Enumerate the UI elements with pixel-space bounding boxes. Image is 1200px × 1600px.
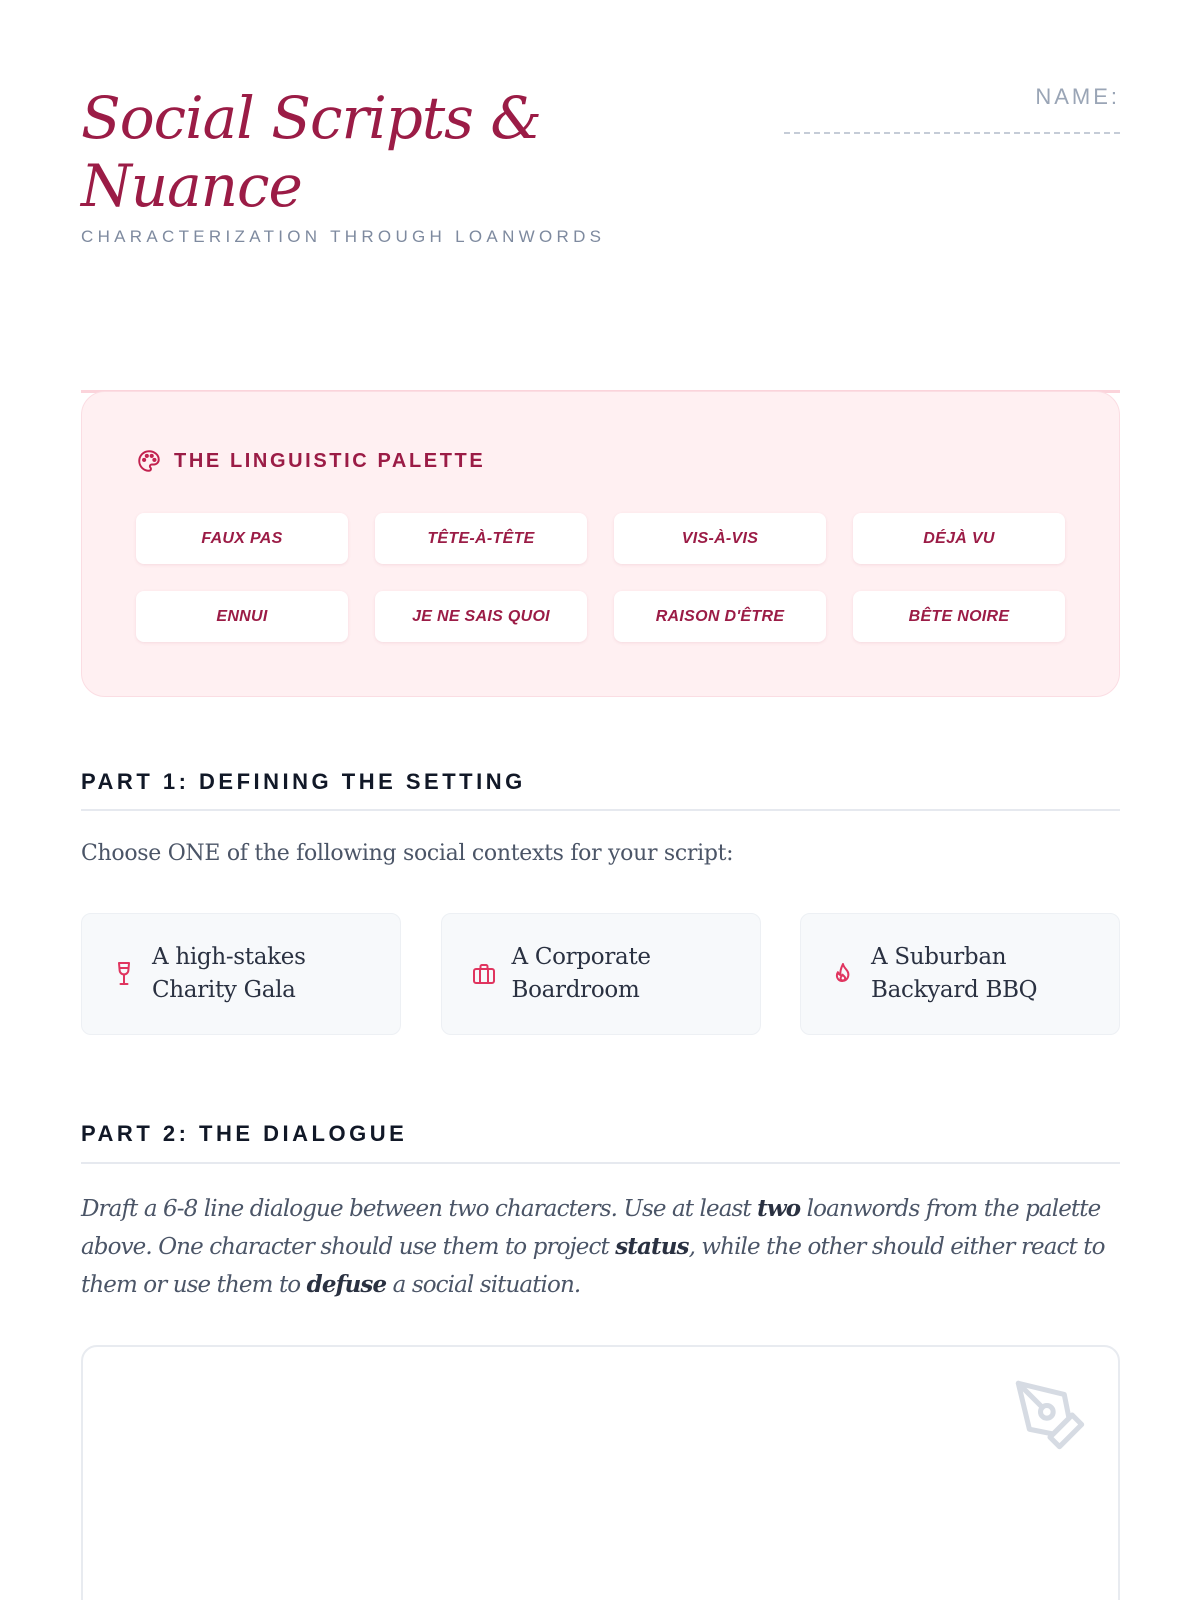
loanword-chip: RAISON D'ÊTRE	[614, 591, 826, 642]
palette-heading	[136, 448, 485, 474]
setting-option-corporate-boardroom[interactable]	[441, 913, 761, 1035]
wine-glass-icon	[112, 960, 136, 988]
briefcase-icon	[472, 960, 496, 988]
loanword-chip: VIS-À-VIS	[614, 513, 826, 564]
loanword-chip: JE NE SAIS QUOI	[375, 591, 587, 642]
setting-option-charity-gala[interactable]	[81, 913, 401, 1035]
palette-icon	[136, 448, 162, 474]
setting-label: A Suburban Backyard BBQ	[871, 944, 1038, 1003]
name-field[interactable]	[784, 132, 1120, 134]
part1-divider	[81, 809, 1120, 811]
loanword-chip: BÊTE NOIRE	[853, 591, 1065, 642]
page-title: Social Scripts & Nuance	[81, 84, 542, 220]
palette-terms	[136, 513, 1066, 642]
loanword-chip: FAUX PAS	[136, 513, 348, 564]
worksheet-header	[81, 84, 1120, 314]
palette-heading-label: THE LINGUISTIC PALETTE	[174, 449, 486, 472]
dialogue-writing-area[interactable]	[81, 1345, 1120, 1600]
emphasis-defuse: defuse	[306, 1271, 387, 1298]
setting-options	[81, 913, 1120, 1035]
name-label: NAME:	[1035, 84, 1120, 109]
page-subtitle: CHARACTERIZATION THROUGH LOANWORDS	[81, 227, 606, 246]
setting-option-backyard-bbq[interactable]	[800, 913, 1120, 1035]
setting-label: A Corporate Boardroom	[511, 944, 651, 1003]
flame-icon	[831, 960, 855, 988]
part2-divider	[81, 1162, 1120, 1164]
part2-prompt: Draft a 6-8 line dialogue between two characters. Use at least two loanwords from the palette above. One character should use them to project status, while the other should either react to them or use them to defuse a social situation.	[81, 1195, 1105, 1298]
emphasis-status: status	[615, 1233, 689, 1260]
part2-title: PART 2: THE DIALOGUE	[81, 1121, 408, 1146]
pen-tool-icon	[1012, 1377, 1088, 1453]
loanword-chip: ENNUI	[136, 591, 348, 642]
emphasis-two: two	[757, 1195, 801, 1222]
part1-instructions: Choose ONE of the following social contexts for your script:	[81, 841, 734, 866]
setting-label: A high-stakes Charity Gala	[152, 944, 306, 1003]
linguistic-palette-panel	[81, 391, 1120, 697]
loanword-chip: DÉJÀ VU	[853, 513, 1065, 564]
part1-title: PART 1: DEFINING THE SETTING	[81, 769, 526, 794]
loanword-chip: TÊTE-À-TÊTE	[375, 513, 587, 564]
